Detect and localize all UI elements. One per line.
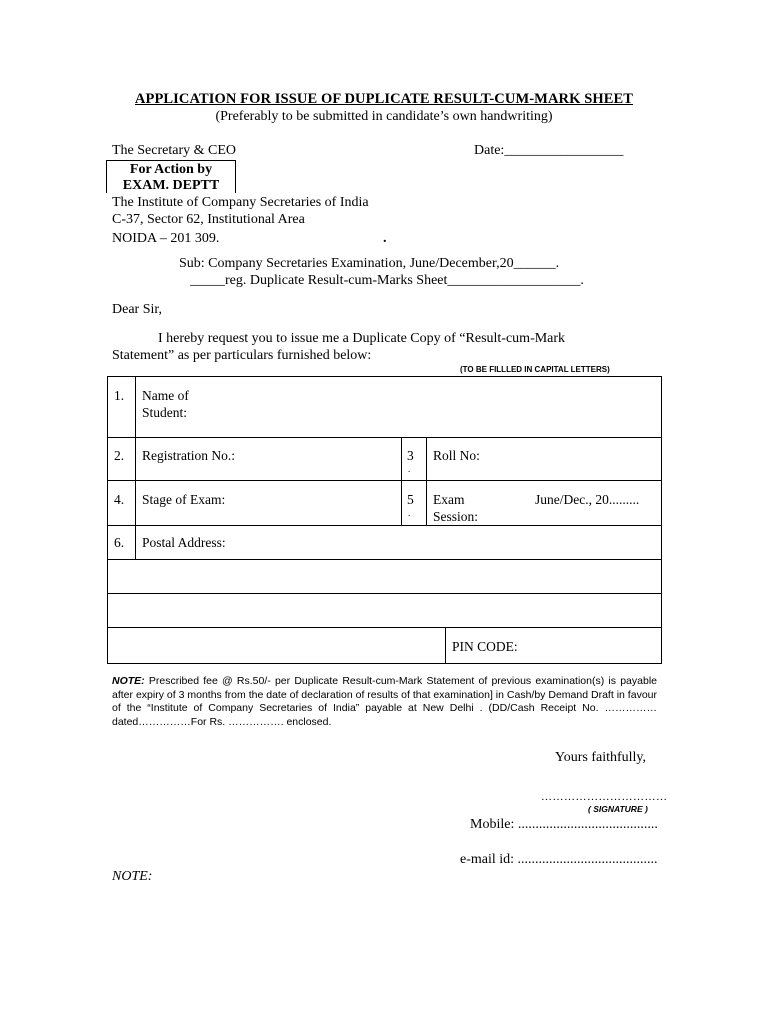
signature-label: ( SIGNATURE ) <box>588 804 648 814</box>
row6-number: 6. <box>114 535 125 550</box>
addressee-secretary: The Secretary & CEO <box>112 143 237 158</box>
body-line1: I hereby request you to issue me a Duplicate Copy of “Result-cum-Mark <box>158 331 566 346</box>
name-of-student-label <box>142 387 189 421</box>
exam-session-value: June/Dec., 20......... <box>535 492 640 507</box>
row-divider <box>108 593 661 594</box>
row-divider <box>108 559 661 560</box>
roll-no-label: Roll No: <box>433 448 480 463</box>
subject-line1: Sub: Company Secretaries Examination, June/December,20______. <box>179 256 560 271</box>
note-label: NOTE: <box>112 675 145 687</box>
row3-number: 3 <box>407 448 414 463</box>
column-divider <box>135 377 136 559</box>
stray-dot: . <box>383 231 387 246</box>
body-line2: Statement” as per particulars furnished below: <box>112 348 372 363</box>
action-box <box>106 160 236 193</box>
action-box-line2: EXAM. DEPTT <box>122 178 220 193</box>
row-divider <box>108 480 661 481</box>
capital-letters-note: (TO BE FILLLED IN CAPITAL LETTERS) <box>460 365 610 374</box>
form-subtitle: (Preferably to be submitted in candidate’s own handwriting) <box>215 109 553 124</box>
stage-of-exam-label: Stage of Exam: <box>142 492 226 507</box>
fee-note <box>112 675 657 729</box>
mobile-field: Mobile: ........................................ <box>470 817 658 832</box>
session-label: Session: <box>433 509 479 524</box>
particulars-table <box>107 376 662 664</box>
signature-line: …………………………… <box>541 791 668 803</box>
yours-faithfully: Yours faithfully, <box>555 750 647 765</box>
addressee-institute: The Institute of Company Secretaries of India <box>112 195 369 210</box>
row-divider <box>108 437 661 438</box>
column-divider <box>401 437 402 525</box>
date-field: Date:_________________ <box>474 143 624 158</box>
registration-no-label: Registration No.: <box>142 448 235 463</box>
salutation: Dear Sir, <box>112 302 162 317</box>
addressee-city: NOIDA – 201 309. <box>112 231 220 246</box>
subject-line2: _____reg. Duplicate Result-cum-Marks Sheet___________________. <box>190 273 584 288</box>
exam-label: Exam <box>433 492 465 507</box>
row4-number: 4. <box>114 492 125 507</box>
row-divider <box>108 525 661 526</box>
email-field: e-mail id: ........................................ <box>460 852 658 867</box>
row5-number: 5 <box>407 492 414 507</box>
footer-note-label: NOTE: <box>112 869 153 884</box>
postal-address-label: Postal Address: <box>142 535 226 550</box>
column-divider <box>445 627 446 663</box>
row5-dot: . <box>408 508 411 518</box>
column-divider <box>426 437 427 525</box>
row3-dot: . <box>408 464 411 474</box>
student-label: Student: <box>142 405 188 420</box>
row2-number: 2. <box>114 448 125 463</box>
name-of-label: Name of <box>142 388 189 403</box>
pin-code-label: PIN CODE: <box>452 639 518 654</box>
row-divider <box>108 627 661 628</box>
addressee-street: C-37, Sector 62, Institutional Area <box>112 212 305 227</box>
action-box-line1: For Action by <box>129 162 213 177</box>
exam-session-label <box>433 491 478 525</box>
form-title: APPLICATION FOR ISSUE OF DUPLICATE RESULT-CUM-MARK SHEET <box>134 91 634 107</box>
row1-number: 1. <box>114 388 125 403</box>
note-text: Prescribed fee @ Rs.50/- per Duplicate Result-cum-Mark Statement of previous examination(s) is payable after expiry of 3 months from the date of declaration of results of that examination] in Cash/by Demand Draft in favour of the “Institute of Company Secretaries of India” payable at New Delhi . (DD/Cash Receipt No. …………… dated……………For Rs. ……………. enclosed. <box>112 675 657 728</box>
